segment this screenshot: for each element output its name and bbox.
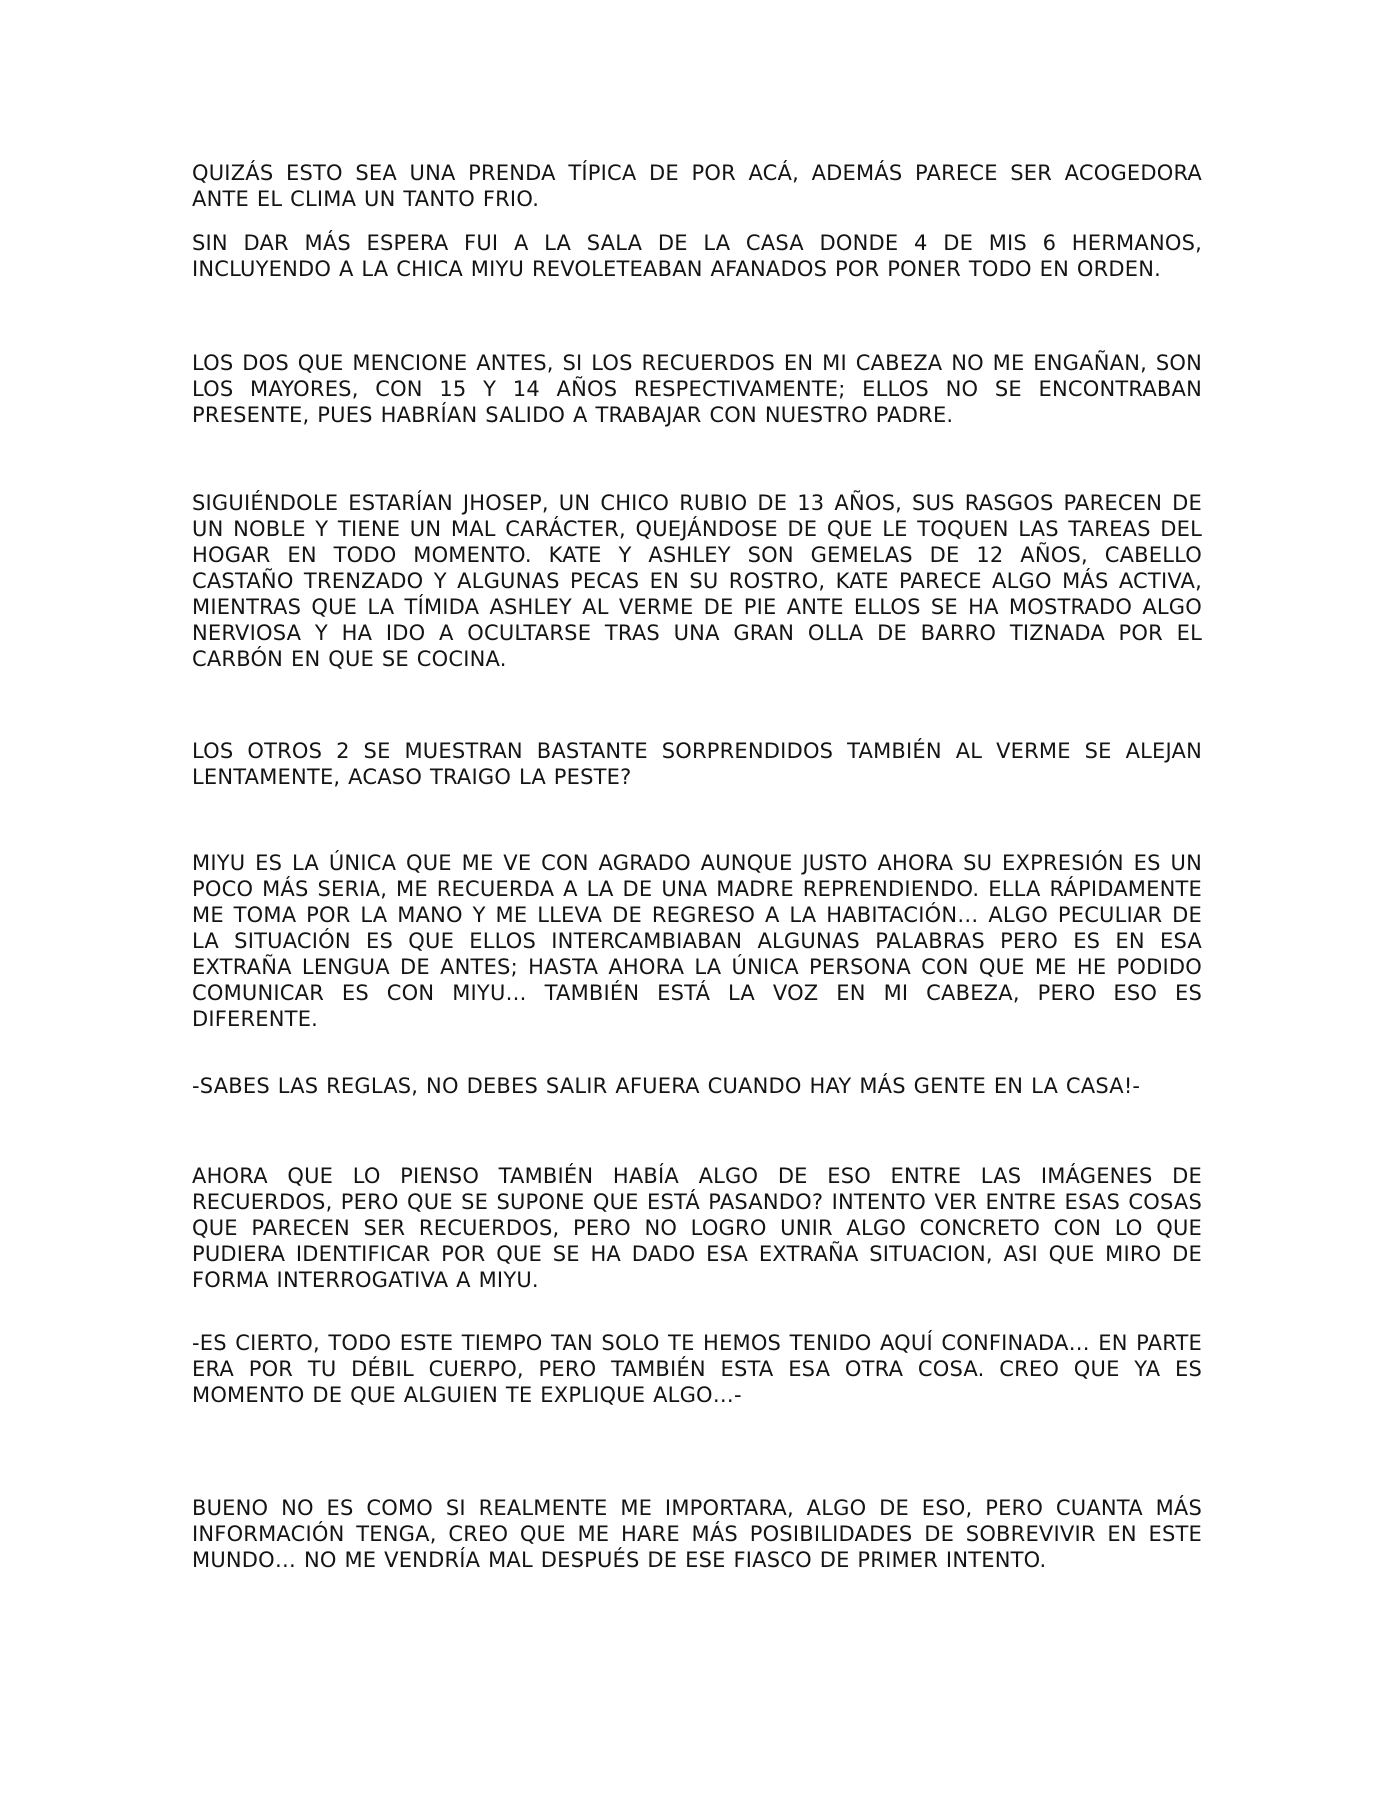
paragraph-4: SIGUIÉNDOLE ESTARÍAN JHOSEP, UN CHICO RUBIO DE 13 AÑOS, SUS RASGOS PARECEN DE UN NOBLE Y TIENE UN MAL CARÁCTER, QUEJÁNDOSE DE QUE LE TOQUEN LAS TAREAS DEL HOGAR EN TODO MOMENTO. KATE Y ASHLEY SON GEMELAS DE 12 AÑOS, CABELLO CASTAÑO TRENZADO Y ALGUNAS PECAS EN SU ROSTRO, KATE PARECE ALGO MÁS ACTIVA, MIENTRAS QUE LA TÍMIDA ASHLEY AL VERME DE PIE ANTE ELLOS SE HA MOSTRADO ALGO NERVIOSA Y HA IDO A OCULTARSE TRAS UNA GRAN OLLA DE BARRO TIZNADA POR EL CARBÓN EN QUE SE COCINA. bbox=[192, 491, 1202, 671]
paragraph-3: LOS DOS QUE MENCIONE ANTES, SI LOS RECUERDOS EN MI CABEZA NO ME ENGAÑAN, SON LOS MAYORES, CON 15 Y 14 AÑOS RESPECTIVAMENTE; ELLOS NO SE ENCONTRABAN PRESENTE, PUES HABRÍAN SALIDO A TRABAJAR CON NUESTRO PADRE. bbox=[192, 351, 1202, 427]
dialogue-2: -ES CIERTO, TODO ESTE TIEMPO TAN SOLO TE HEMOS TENIDO AQUÍ CONFINADA… EN PARTE ERA POR TU DÉBIL CUERPO, PERO TAMBIÉN ESTA ESA OTRA COSA. CREO QUE YA ES MOMENTO DE QUE ALGUIEN TE EXPLIQUE ALGO…- bbox=[192, 1331, 1202, 1407]
paragraph-2: SIN DAR MÁS ESPERA FUI A LA SALA DE LA CASA DONDE 4 DE MIS 6 HERMANOS, INCLUYENDO A LA CHICA MIYU REVOLETEABAN AFANADOS POR PONER TODO EN ORDEN. bbox=[192, 231, 1202, 281]
paragraph-1: QUIZÁS ESTO SEA UNA PRENDA TÍPICA DE POR ACÁ, ADEMÁS PARECE SER ACOGEDORA ANTE EL CLIMA UN TANTO FRIO. bbox=[192, 161, 1202, 211]
paragraph-6: MIYU ES LA ÚNICA QUE ME VE CON AGRADO AUNQUE JUSTO AHORA SU EXPRESIÓN ES UN POCO MÁS SERIA, ME RECUERDA A LA DE UNA MADRE REPRENDIENDO. ELLA RÁPIDAMENTE ME TOMA POR LA MANO Y ME LLEVA DE REGRESO A LA HABITACIÓN… ALGO PECULIAR DE LA SITUACIÓN ES QUE ELLOS INTERCAMBIABAN ALGUNAS PALABRAS PERO ES EN ESA EXTRAÑA LENGUA DE ANTES; HASTA AHORA LA ÚNICA PERSONA CON QUE ME HE PODIDO COMUNICAR ES CON MIYU… TAMBIÉN ESTÁ LA VOZ EN MI CABEZA, PERO ESO ES DIFERENTE. bbox=[192, 851, 1202, 1031]
paragraph-5: LOS OTROS 2 SE MUESTRAN BASTANTE SORPRENDIDOS TAMBIÉN AL VERME SE ALEJAN LENTAMENTE, ACASO TRAIGO LA PESTE? bbox=[192, 739, 1202, 789]
dialogue-1: -SABES LAS REGLAS, NO DEBES SALIR AFUERA CUANDO HAY MÁS GENTE EN LA CASA!- bbox=[192, 1074, 1141, 1098]
paragraph-8: BUENO NO ES COMO SI REALMENTE ME IMPORTARA, ALGO DE ESO, PERO CUANTA MÁS INFORMACIÓN TENGA, CREO QUE ME HARE MÁS POSIBILIDADES DE SOBREVIVIR EN ESTE MUNDO… NO ME VENDRÍA MAL DESPUÉS DE ESE FIASCO DE PRIMER INTENTO. bbox=[192, 1496, 1202, 1572]
paragraph-7: AHORA QUE LO PIENSO TAMBIÉN HABÍA ALGO DE ESO ENTRE LAS IMÁGENES DE RECUERDOS, PERO QUE SE SUPONE QUE ESTÁ PASANDO? INTENTO VER ENTRE ESAS COSAS QUE PARECEN SER RECUERDOS, PERO NO LOGRO UNIR ALGO CONCRETO CON LO QUE PUDIERA IDENTIFICAR POR QUE SE HA DADO ESA EXTRAÑA SITUACION, ASI QUE MIRO DE FORMA INTERROGATIVA A MIYU. bbox=[192, 1164, 1202, 1292]
